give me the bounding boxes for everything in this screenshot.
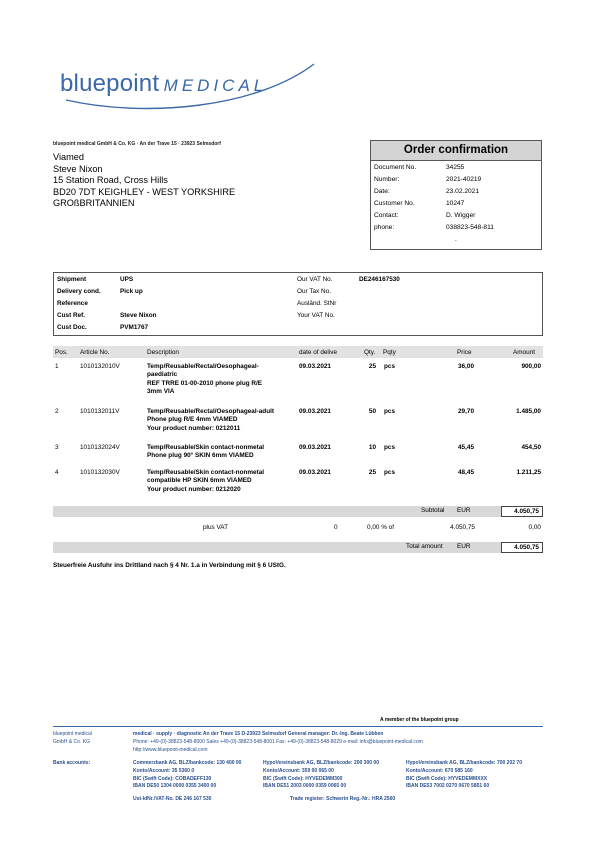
row-description [147, 408, 297, 433]
row-unit: pcs [384, 363, 396, 370]
order-confirmation-title: Order confirmation [371, 141, 541, 161]
row-amount: 1.485,00 [516, 408, 541, 415]
column-header: Pos. [55, 349, 68, 356]
shipment-value: Steve Nixon [120, 312, 157, 319]
total-bar [53, 542, 543, 553]
subtotal-currency: EUR [457, 507, 471, 514]
row-article: 1010132030V [80, 469, 120, 476]
description-line: Phone plug 90° SKIN 6mm VIAMED [147, 452, 254, 460]
row-date: 09.03.2021 [299, 444, 331, 451]
subtotal-label: Subtotal [421, 507, 445, 514]
row-article: 1010132011V [80, 408, 120, 415]
tax-value: DE246167530 [359, 276, 400, 283]
shipment-label: Cust Doc. [57, 324, 87, 331]
column-header: Article No. [80, 349, 110, 356]
row-pos: 1 [55, 363, 59, 370]
row-article: 1010132024V [80, 444, 120, 451]
logo-brand: bluepoint [60, 70, 160, 97]
oc-value: D. Wigger [446, 212, 476, 219]
tax-note: Steuerfreie Ausfuhr ins Drittland nach § 4 Nr. 1.a in Verbindung mit § 6 UStG. [53, 562, 286, 569]
subtotal-value: 4.050,75 [501, 506, 543, 517]
vat-base: 4.050,75 [450, 524, 475, 531]
row-pos: 4 [55, 469, 59, 476]
bank-line: Konto/Account: 670 585 160 [406, 767, 473, 774]
row-unit: pcs [384, 408, 396, 415]
row-qty: 10 [368, 444, 376, 451]
bank-line: BIC (Swift Code): HYVEDEMM300 [263, 775, 343, 782]
shipment-info-box [53, 272, 543, 336]
vat-col1: 0 [334, 524, 338, 531]
oc-value: 34255 [446, 164, 465, 171]
group-note: A member of the bluepoint group [380, 717, 459, 723]
bank-line: HypoVereinsbank AG, BLZ/bankcode: 700 202 70 [406, 760, 522, 766]
bank-line: BIC (Swift Code): COBADEFF130 [133, 775, 212, 782]
footer-contact-line: medical · supply · diagnostic An der Trave 15 D-23923 Selmsdorf General manager: Dr.-Ing. Beate Lübben [133, 731, 384, 737]
order-confirmation-box [370, 140, 542, 250]
bank-line: IBAN DE51 2003 0000 0359 0065 00 [263, 783, 347, 790]
footer-company-line: bluepoint medical [53, 731, 92, 737]
shipment-label: Reference [57, 300, 88, 307]
description-line: Temp/Reusable/Rectal/Oesophageal- [147, 363, 259, 370]
description-line: Temp/Reusable/Rectal/Oesophageal-adult [147, 408, 275, 415]
row-price: 36,00 [458, 363, 474, 370]
row-pos: 2 [55, 408, 59, 415]
shipment-label: Shipment [57, 276, 87, 283]
bank-line: Konto/Account: 359 00 065 00 [263, 767, 334, 774]
description-line: 3mm VIA [147, 388, 175, 396]
table-row [53, 469, 543, 499]
oc-dot: . [455, 236, 457, 243]
vat-id-line: Ust-IdNr./VAT-No. DE 246 167 530 [133, 796, 212, 802]
row-date: 09.03.2021 [299, 408, 331, 415]
bank-line: IBAN DE53 7002 0270 0670 5851 60 [406, 783, 490, 790]
company-logo [60, 70, 267, 98]
shipment-value: UPS [120, 276, 134, 283]
row-unit: pcs [384, 469, 396, 476]
shipment-value: PVM1767 [120, 324, 149, 331]
column-header: Amount [513, 349, 536, 356]
row-amount: 900,00 [521, 363, 541, 370]
bank-line: HypoVereinsbank AG, BLZ/bankcode: 200 300 00 [263, 760, 379, 766]
logo-swoosh-icon [56, 56, 316, 116]
recipient-line: Viamed [53, 152, 84, 162]
table-row [53, 408, 543, 438]
total-currency: EUR [457, 543, 471, 550]
bank-line: Konto/Account: 35 5360 0 [133, 767, 195, 774]
oc-label: Number: [374, 176, 400, 183]
description-line: Temp/Reusable/Skin contact-nonmetal [147, 444, 265, 451]
row-date: 09.03.2021 [299, 469, 331, 476]
footer-company-line: GmbH & Co. KG [53, 738, 90, 745]
table-row [53, 363, 543, 399]
vat-rate: 0,00 % of [367, 524, 395, 531]
description-line: compatible HP SKIN 6mm VIAMED [147, 477, 252, 485]
logo-sub: MEDICAL [163, 76, 268, 95]
bank-line: BIC (Swift Code): HYVEDEMMXXX [406, 775, 488, 782]
bank-block [406, 760, 522, 791]
oc-value: 2021-40219 [446, 176, 482, 183]
footer-contact [133, 731, 543, 754]
subtotal-bar [53, 506, 543, 517]
description-line: Temp/Reusable/Skin contact-nonmetal [147, 469, 265, 476]
oc-label: phone: [374, 224, 395, 231]
row-qty: 25 [368, 363, 376, 370]
row-article: 1010132010V [80, 363, 120, 370]
row-date: 09.03.2021 [299, 363, 331, 370]
footer-contact-line: Phone: +49-(0)-38823-548-8000 Sales +49-(0)-38823-548-8001 Fax: +49-(0)-38823-548-8029 e-mail: info@bluepoint-medical.com [133, 738, 423, 745]
oc-label: Contact: [374, 212, 399, 219]
row-price: 48,45 [458, 469, 474, 476]
oc-label: Document No. [374, 164, 417, 171]
sender-line: bluepoint medical GmbH & Co. KG · An der Trave 15 · 23923 Selmsdorf [53, 141, 221, 147]
row-description [147, 363, 297, 397]
row-amount: 454,50 [521, 444, 541, 451]
bank-accounts-label: Bank accounts: [53, 760, 91, 766]
row-qty: 50 [368, 408, 376, 415]
row-amount: 1.211,25 [516, 469, 541, 476]
oc-value: 10247 [446, 200, 465, 207]
row-qty: 25 [368, 469, 376, 476]
vat-label: plus VAT [203, 524, 228, 531]
tax-label: Our VAT No. [297, 276, 333, 283]
footer-contact-line: http://www.bluepoint-medical.com [133, 746, 208, 753]
footer-company [53, 731, 92, 747]
footer-divider [53, 726, 543, 727]
description-line: paediatric [147, 371, 178, 379]
shipment-value: Pick up [120, 288, 143, 295]
tax-label: Ausländ. StNr [297, 300, 337, 307]
recipient-line: 15 Station Road, Cross Hills [53, 175, 168, 186]
column-header: Pqty [383, 349, 396, 356]
row-unit: pcs [384, 444, 396, 451]
total-value: 4.050,75 [501, 542, 543, 553]
total-label: Total amount [406, 543, 443, 550]
oc-label: Date: [374, 188, 390, 195]
description-line: Your product number: 0212011 [147, 424, 241, 432]
vat-row [53, 524, 543, 536]
bank-block [133, 760, 241, 791]
shipment-label: Cust Ref. [57, 312, 86, 319]
oc-value: 038823-548-811 [446, 224, 494, 231]
table-row [53, 444, 543, 466]
tax-label: Our Tax No. [297, 288, 331, 295]
row-price: 29,70 [458, 408, 474, 415]
vat-amount: 0,00 [528, 524, 541, 531]
column-header: Qty. [364, 349, 376, 356]
description-line: Phone plug R/E 4mm VIAMED [147, 416, 238, 424]
recipient-line: Steve Nixon [53, 163, 103, 174]
oc-value: 23.02.2021 [446, 188, 480, 195]
bank-line: Commerzbank AG, BLZ/bankcode: 130 400 00 [133, 760, 242, 766]
oc-label: Customer No. [374, 200, 415, 207]
column-header: Price [457, 349, 472, 356]
row-description [147, 444, 297, 461]
row-price: 45,45 [458, 444, 474, 451]
description-line: Your product number: 0212020 [147, 485, 241, 493]
shipment-label: Delivery cond. [57, 288, 101, 295]
column-header: date of delive [299, 349, 338, 356]
row-description [147, 469, 297, 494]
column-header: Description [147, 349, 179, 356]
recipient-line: GROßBRITANNIEN [53, 198, 135, 209]
table-header [53, 346, 543, 358]
recipient-line: BD20 7DT KEIGHLEY - WEST YORKSHIRE [53, 186, 236, 197]
register-line: Trade register: Schwerin Reg.-Nr.: HRA 2560 [290, 796, 396, 802]
recipient-address [53, 152, 235, 210]
tax-label: Your VAT No. [297, 312, 335, 319]
description-line: REF TRRE 01-00-2010 phone plug R/E [147, 379, 263, 387]
row-pos: 3 [55, 444, 59, 451]
bank-line: IBAN DE50 1304 0000 0355 3400 00 [133, 783, 217, 790]
bank-block [263, 760, 379, 791]
